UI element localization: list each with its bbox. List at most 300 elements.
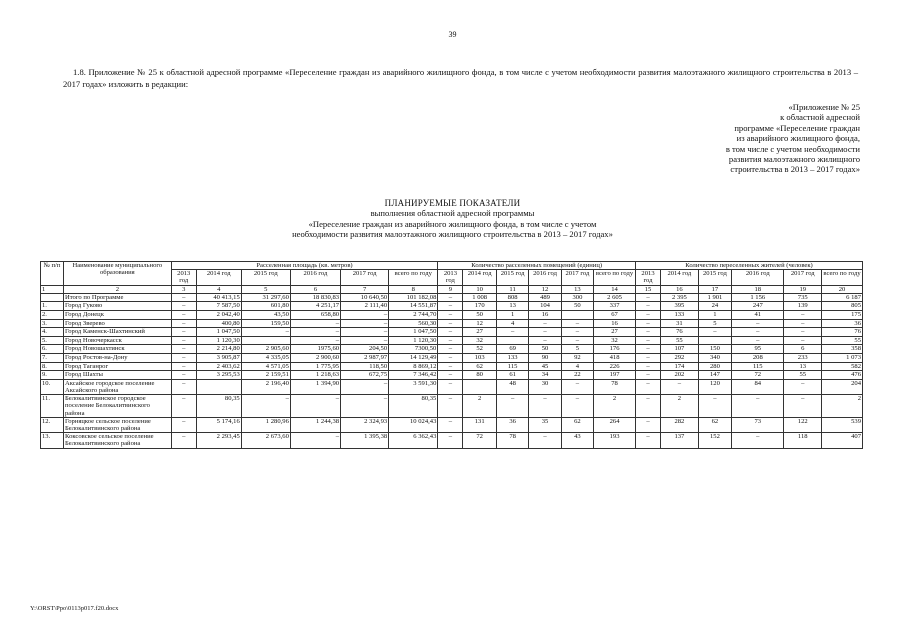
table-cell: 407: [822, 433, 863, 448]
header-year: 2017 год: [784, 270, 822, 285]
table-cell: –: [661, 379, 699, 394]
table-cell: –: [784, 395, 822, 418]
table-cell: 40 413,15: [196, 293, 241, 302]
table-row: [41, 345, 863, 354]
header-year: всего по году: [822, 270, 863, 285]
table-cell: 69: [496, 345, 528, 354]
appendix-line: из аварийного жилищного фонда,: [736, 133, 860, 144]
table-cell: 560,30: [389, 319, 438, 328]
table-cell: –: [698, 395, 731, 418]
table-cell: –: [438, 417, 463, 432]
table-cell: 1 394,90: [290, 379, 340, 394]
table-cell: –: [341, 379, 389, 394]
column-number: 12: [529, 285, 561, 293]
table-cell: 16: [594, 319, 636, 328]
table-cell: 1 156: [732, 293, 784, 302]
header-year: всего по году: [594, 270, 636, 285]
table-row: [41, 362, 863, 371]
table-cell: 133: [496, 353, 528, 362]
table-cell: –: [529, 328, 561, 337]
header-year: 2016 год: [290, 270, 340, 285]
appendix-line: программе «Переселение граждан: [734, 122, 860, 133]
table-cell: –: [341, 328, 389, 337]
table-cell: 1 008: [463, 293, 496, 302]
header-municipality: Наименование муниципального образования: [64, 262, 172, 286]
table-row: [41, 319, 863, 328]
table-cell: 2 395: [661, 293, 699, 302]
municipality-name: Город Гуково: [64, 302, 172, 311]
table-cell: –: [171, 362, 196, 371]
header-year: 2015 год: [241, 270, 290, 285]
table-row: [41, 433, 863, 448]
table-cell: –: [635, 353, 660, 362]
table-cell: 13: [496, 302, 528, 311]
table-cell: –: [290, 319, 340, 328]
table-cell: 50: [463, 311, 496, 320]
table-cell: –: [438, 319, 463, 328]
table-cell: 2 293,45: [196, 433, 241, 448]
header-year: 2016 год: [529, 270, 561, 285]
table-cell: –: [438, 345, 463, 354]
table-cell: 2 214,80: [196, 345, 241, 354]
table-cell: 476: [822, 371, 863, 380]
header-year: 2017 год: [341, 270, 389, 285]
table-cell: 1 120,30: [389, 336, 438, 345]
table-cell: –: [171, 379, 196, 394]
table-cell: 2 987,97: [341, 353, 389, 362]
row-number: 5.: [41, 336, 64, 345]
table-cell: 12: [463, 319, 496, 328]
table-cell: 18 830,83: [290, 293, 340, 302]
table-cell: 2 042,40: [196, 311, 241, 320]
table-cell: 139: [784, 302, 822, 311]
table-cell: –: [732, 395, 784, 418]
table-cell: 1 073: [822, 353, 863, 362]
table-cell: –: [635, 328, 660, 337]
table-cell: –: [635, 311, 660, 320]
column-number: 13: [561, 285, 593, 293]
header-rooms-group: Количество расселенных помещений (единиц): [438, 262, 636, 270]
intro-paragraph: 1.8. Приложение № 25 к областной адресной программе «Переселение граждан из аварийного жилищного фонда, в том числе с учетом необходимости развития малоэтажного жилищного строительства в 2013 – 2017 годах» изложить в редакции:: [63, 67, 858, 89]
table-row: [41, 379, 863, 394]
table-cell: –: [438, 311, 463, 320]
table-cell: 32: [594, 336, 636, 345]
table-cell: 4: [496, 319, 528, 328]
table-cell: [463, 379, 496, 394]
table-cell: 601,80: [241, 302, 290, 311]
table-cell: –: [635, 302, 660, 311]
table-cell: 170: [463, 302, 496, 311]
table-cell: 282: [661, 417, 699, 432]
table-cell: –: [561, 395, 593, 418]
table-cell: 35: [529, 417, 561, 432]
table-cell: 5: [561, 345, 593, 354]
table-cell: 2 673,60: [241, 433, 290, 448]
table-cell: 489: [529, 293, 561, 302]
column-number: 20: [822, 285, 863, 293]
table-cell: 358: [822, 345, 863, 354]
column-number: 6: [290, 285, 340, 293]
appendix-line: «Приложение № 25: [788, 102, 860, 112]
column-number: 17: [698, 285, 731, 293]
table-cell: –: [635, 336, 660, 345]
table-row: [41, 293, 863, 302]
table-cell: 147: [698, 371, 731, 380]
municipality-name: Город Донецк: [64, 311, 172, 320]
table-cell: 107: [661, 345, 699, 354]
table-cell: 13: [784, 362, 822, 371]
column-number: 9: [438, 285, 463, 293]
table-cell: 247: [732, 302, 784, 311]
column-number: 4: [196, 285, 241, 293]
table-cell: 4: [561, 362, 593, 371]
table-cell: –: [438, 302, 463, 311]
table-cell: 24: [698, 302, 731, 311]
table-cell: –: [784, 336, 822, 345]
table-cell: –: [341, 336, 389, 345]
table-cell: 1975,60: [290, 345, 340, 354]
table-cell: –: [635, 293, 660, 302]
table-cell: –: [561, 319, 593, 328]
table-cell: –: [438, 328, 463, 337]
table-row: [41, 353, 863, 362]
municipality-name: Город Ростов-на-Дону: [64, 353, 172, 362]
table-cell: 55: [784, 371, 822, 380]
table-cell: 2 605: [594, 293, 636, 302]
row-number: 1.: [41, 302, 64, 311]
table-cell: 672,75: [341, 371, 389, 380]
column-number: 8: [389, 285, 438, 293]
table-cell: 3 905,87: [196, 353, 241, 362]
table-cell: 131: [463, 417, 496, 432]
table-cell: –: [171, 336, 196, 345]
table-cell: 31: [661, 319, 699, 328]
table-cell: 2 403,62: [196, 362, 241, 371]
table-cell: 2 324,93: [341, 417, 389, 432]
table-cell: 340: [698, 353, 731, 362]
table-cell: 34: [529, 371, 561, 380]
header-year: 2014 год: [661, 270, 699, 285]
column-number: 15: [635, 285, 660, 293]
header-year: 2017 год: [561, 270, 593, 285]
table-cell: –: [241, 328, 290, 337]
document-title: [200, 198, 705, 240]
table-cell: 62: [698, 417, 731, 432]
title-line: «Переселение граждан из аварийного жилищного фонда, в том числе с учетом: [308, 218, 597, 229]
table-cell: 3 591,30: [389, 379, 438, 394]
table-cell: 104: [529, 302, 561, 311]
table-cell: 208: [732, 353, 784, 362]
table-cell: 76: [661, 328, 699, 337]
table-cell: 204: [822, 379, 863, 394]
table-cell: 292: [661, 353, 699, 362]
table-cell: 122: [784, 417, 822, 432]
table-row: [41, 302, 863, 311]
column-number: 16: [661, 285, 699, 293]
table-cell: 395: [661, 302, 699, 311]
table-cell: 3 295,53: [196, 371, 241, 380]
municipality-name: Город Шахты: [64, 371, 172, 380]
column-number: 14: [594, 285, 636, 293]
table-cell: 36: [496, 417, 528, 432]
row-number: 8.: [41, 362, 64, 371]
title-line: необходимости развития малоэтажного жилищного строительства в 2013 – 2017 годах»: [292, 229, 613, 240]
table-cell: 7 346,42: [389, 371, 438, 380]
table-cell: 7300,50: [389, 345, 438, 354]
table-cell: 264: [594, 417, 636, 432]
row-number: 13.: [41, 433, 64, 448]
table-cell: 4 571,05: [241, 362, 290, 371]
table-cell: 193: [594, 433, 636, 448]
table-cell: 8 869,12: [389, 362, 438, 371]
table-cell: 1: [698, 311, 731, 320]
table-cell: 159,50: [241, 319, 290, 328]
table-cell: 62: [561, 417, 593, 432]
title-line: ПЛАНИРУЕМЫЕ ПОКАЗАТЕЛИ: [384, 198, 521, 208]
table-cell: –: [784, 379, 822, 394]
table-cell: 31 297,60: [241, 293, 290, 302]
table-cell: –: [529, 336, 561, 345]
table-cell: 55: [822, 336, 863, 345]
header-year: 2013 год: [438, 270, 463, 285]
table-cell: 48: [496, 379, 528, 394]
header-year: 2015 год: [698, 270, 731, 285]
municipality-name: Город Каменск-Шахтинский: [64, 328, 172, 337]
municipality-name: Коксовское сельское поселение Белокалитвинского района: [64, 433, 172, 448]
table-cell: 72: [463, 433, 496, 448]
table-cell: 1 395,38: [341, 433, 389, 448]
municipality-name: Город Новошахтинск: [64, 345, 172, 354]
table-cell: –: [171, 293, 196, 302]
table-cell: 202: [661, 371, 699, 380]
table-cell: –: [241, 395, 290, 418]
column-number: 19: [784, 285, 822, 293]
table-cell: 2: [822, 395, 863, 418]
table-row: [41, 371, 863, 380]
row-number: 12.: [41, 417, 64, 432]
table-cell: 808: [496, 293, 528, 302]
table-cell: 582: [822, 362, 863, 371]
appendix-header: [640, 102, 860, 175]
table-cell: 61: [496, 371, 528, 380]
header-year: всего по году: [389, 270, 438, 285]
municipality-name: Город Таганрог: [64, 362, 172, 371]
table-cell: 337: [594, 302, 636, 311]
table-cell: –: [171, 417, 196, 432]
table-cell: 115: [732, 362, 784, 371]
table-cell: –: [732, 319, 784, 328]
table-cell: 62: [463, 362, 496, 371]
table-cell: 115: [496, 362, 528, 371]
table-cell: 1: [496, 311, 528, 320]
table-cell: –: [171, 433, 196, 448]
table-cell: 45: [529, 362, 561, 371]
column-number: 3: [171, 285, 196, 293]
table-cell: –: [290, 328, 340, 337]
table-cell: 735: [784, 293, 822, 302]
table-cell: 204,50: [341, 345, 389, 354]
table-cell: –: [171, 311, 196, 320]
table-cell: [496, 336, 528, 345]
table-cell: 80,35: [196, 395, 241, 418]
table-cell: 7 587,50: [196, 302, 241, 311]
row-number: 6.: [41, 345, 64, 354]
column-number: 2: [64, 285, 172, 293]
table-cell: –: [341, 319, 389, 328]
table-cell: –: [171, 345, 196, 354]
table-cell: –: [635, 433, 660, 448]
table-row: [41, 417, 863, 432]
header-number: № п/п: [41, 262, 64, 286]
table-cell: –: [529, 319, 561, 328]
table-cell: –: [438, 371, 463, 380]
table-row: [41, 336, 863, 345]
table-cell: 36: [822, 319, 863, 328]
row-number: 2.: [41, 311, 64, 320]
table-cell: –: [438, 379, 463, 394]
table-cell: 43,50: [241, 311, 290, 320]
municipality-name: Город Зверево: [64, 319, 172, 328]
table-cell: –: [171, 302, 196, 311]
table-cell: 27: [594, 328, 636, 337]
table-cell: 2 111,40: [341, 302, 389, 311]
row-number: 11.: [41, 395, 64, 418]
table-cell: [561, 311, 593, 320]
table-cell: 55: [661, 336, 699, 345]
table-cell: 16: [529, 311, 561, 320]
table-cell: –: [496, 395, 528, 418]
table-cell: 22: [561, 371, 593, 380]
table-cell: 175: [822, 311, 863, 320]
table-cell: 2 900,60: [290, 353, 340, 362]
table-cell: 6 362,43: [389, 433, 438, 448]
table-cell: 5: [698, 319, 731, 328]
table-cell: 78: [496, 433, 528, 448]
table-cell: 27: [463, 328, 496, 337]
table-cell: –: [784, 311, 822, 320]
appendix-line: к областной адресной: [780, 112, 860, 123]
table-cell: –: [635, 319, 660, 328]
row-number: 3.: [41, 319, 64, 328]
header-year: 2016 год: [732, 270, 784, 285]
table-cell: 176: [594, 345, 636, 354]
table-cell: –: [171, 353, 196, 362]
table-cell: 6: [784, 345, 822, 354]
municipality-name: Город Новочеркасск: [64, 336, 172, 345]
table-cell: 30: [529, 379, 561, 394]
table-cell: 1 901: [698, 293, 731, 302]
table-cell: 150: [698, 345, 731, 354]
table-cell: 90: [529, 353, 561, 362]
table-cell: 1 775,95: [290, 362, 340, 371]
table-cell: 92: [561, 353, 593, 362]
table-cell: –: [438, 362, 463, 371]
table-cell: 197: [594, 371, 636, 380]
table-cell: 1 120,30: [196, 336, 241, 345]
header-year: 2015 год: [496, 270, 528, 285]
header-people-group: Количество переселенных жителей (человек): [635, 262, 862, 270]
column-number: 10: [463, 285, 496, 293]
table-cell: –: [171, 328, 196, 337]
table-cell: 1 047,50: [196, 328, 241, 337]
table-cell: 5 174,16: [196, 417, 241, 432]
file-path-footer: Y:\ORST\Ppo\0113p017.f20.docx: [30, 605, 119, 612]
table-cell: 2 196,40: [241, 379, 290, 394]
table-cell: –: [341, 311, 389, 320]
table-cell: 32: [463, 336, 496, 345]
table-cell: 174: [661, 362, 699, 371]
table-cell: –: [171, 371, 196, 380]
municipality-name: Аксайское городское поселение Аксайского района: [64, 379, 172, 394]
table-cell: [241, 336, 290, 345]
table-row: [41, 328, 863, 337]
table-cell: 4 251,17: [290, 302, 340, 311]
table-cell: –: [529, 395, 561, 418]
table-cell: –: [784, 319, 822, 328]
table-cell: 10 640,50: [341, 293, 389, 302]
table-cell: 50: [561, 302, 593, 311]
table-cell: –: [438, 353, 463, 362]
table-cell: –: [635, 371, 660, 380]
row-number: 4.: [41, 328, 64, 337]
header-year: 2014 год: [463, 270, 496, 285]
table-cell: 137: [661, 433, 699, 448]
table-cell: 80: [463, 371, 496, 380]
table-cell: 52: [463, 345, 496, 354]
table-cell: 67: [594, 311, 636, 320]
municipality-name: Итого по Программе: [64, 293, 172, 302]
table-cell: –: [561, 328, 593, 337]
row-number: 10.: [41, 379, 64, 394]
title-line: выполнения областной адресной программы: [370, 208, 535, 219]
table-cell: 80,35: [389, 395, 438, 418]
table-cell: –: [635, 362, 660, 371]
appendix-line: в том числе с учетом необходимости: [725, 143, 860, 154]
table-cell: 539: [822, 417, 863, 432]
table-cell: –: [171, 395, 196, 418]
table-cell: –: [171, 319, 196, 328]
table-cell: 76: [822, 328, 863, 337]
table-cell: –: [732, 433, 784, 448]
table-cell: –: [438, 336, 463, 345]
table-cell: 72: [732, 371, 784, 380]
appendix-line: развития малоэтажного жилищного: [728, 154, 860, 165]
column-number: 7: [341, 285, 389, 293]
municipality-name: Белокалитвинское городское поселение Белокалитвинского района: [64, 395, 172, 418]
table-cell: 6 187: [822, 293, 863, 302]
page-number: 39: [448, 30, 457, 39]
table-cell: 2: [594, 395, 636, 418]
table-cell: 400,80: [196, 319, 241, 328]
table-cell: 152: [698, 433, 731, 448]
table-cell: 280: [698, 362, 731, 371]
table-cell: 2: [661, 395, 699, 418]
row-number: [41, 293, 64, 302]
table-cell: 4 335,05: [241, 353, 290, 362]
column-number: 11: [496, 285, 528, 293]
table-cell: 43: [561, 433, 593, 448]
table-cell: 118: [784, 433, 822, 448]
row-number: 7.: [41, 353, 64, 362]
table-cell: 805: [822, 302, 863, 311]
table-cell: –: [635, 417, 660, 432]
column-number: 18: [732, 285, 784, 293]
table-cell: 2 159,51: [241, 371, 290, 380]
header-area-group: Расселенная площадь (кв. метров): [171, 262, 438, 270]
table-cell: 133: [661, 311, 699, 320]
table-cell: –: [732, 336, 784, 345]
table-cell: 2: [463, 395, 496, 418]
